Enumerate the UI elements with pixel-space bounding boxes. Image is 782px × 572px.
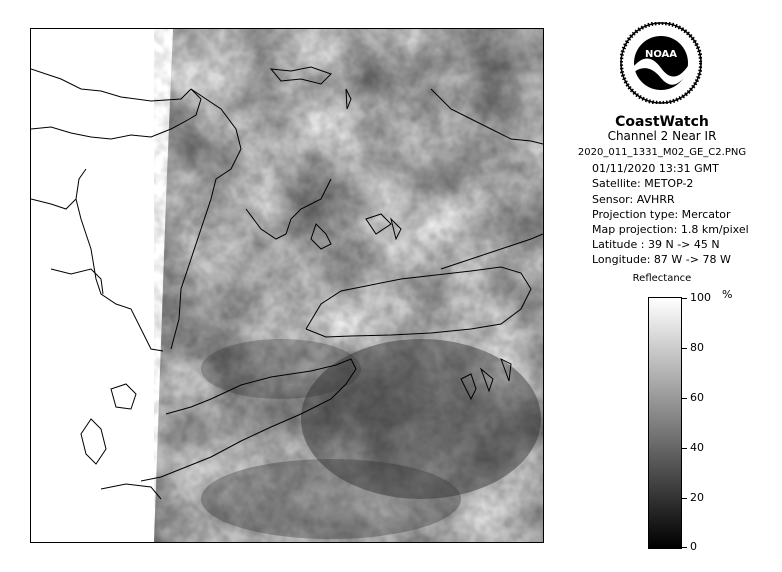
- colorbar-tick: [681, 348, 687, 349]
- colorbar-tick-label: 20: [690, 491, 704, 504]
- projection-type: Projection type: Mercator: [592, 208, 731, 221]
- colorbar-tick-label: 0: [690, 540, 697, 553]
- map-canvas: [31, 29, 543, 542]
- file-name: 2020_011_1331_M02_GE_C2.PNG: [577, 147, 747, 158]
- logo-center-text: NOAA: [644, 49, 678, 60]
- date-time: 01/11/2020 13:31 GMT: [592, 162, 719, 175]
- colorbar-tick: [681, 298, 687, 299]
- noaa-logo-icon: [620, 22, 702, 104]
- reflectance-colorbar: [648, 297, 682, 549]
- colorbar-tick: [681, 398, 687, 399]
- colorbar-tick: [681, 448, 687, 449]
- brand-title: CoastWatch: [615, 114, 709, 130]
- colorbar-tick-label: 100: [690, 291, 711, 304]
- latitude-range: Latitude : 39 N -> 45 N: [592, 238, 720, 251]
- map-projection: Map projection: 1.8 km/pixel: [592, 223, 749, 236]
- colorbar-tick-label: 80: [690, 341, 704, 354]
- satellite-info: Satellite: METOP-2: [592, 177, 694, 190]
- colorbar-unit: %: [722, 288, 733, 301]
- sensor-info: Sensor: AVHRR: [592, 193, 675, 206]
- satellite-image-map: [30, 28, 544, 543]
- colorbar-tick: [681, 547, 687, 548]
- channel-label: Channel 2 Near IR: [607, 129, 717, 143]
- colorbar-title: Reflectance: [632, 273, 692, 284]
- colorbar-tick-label: 40: [690, 441, 704, 454]
- colorbar-tick-label: 60: [690, 391, 704, 404]
- longitude-range: Longitude: 87 W -> 78 W: [592, 253, 731, 266]
- colorbar-tick: [681, 498, 687, 499]
